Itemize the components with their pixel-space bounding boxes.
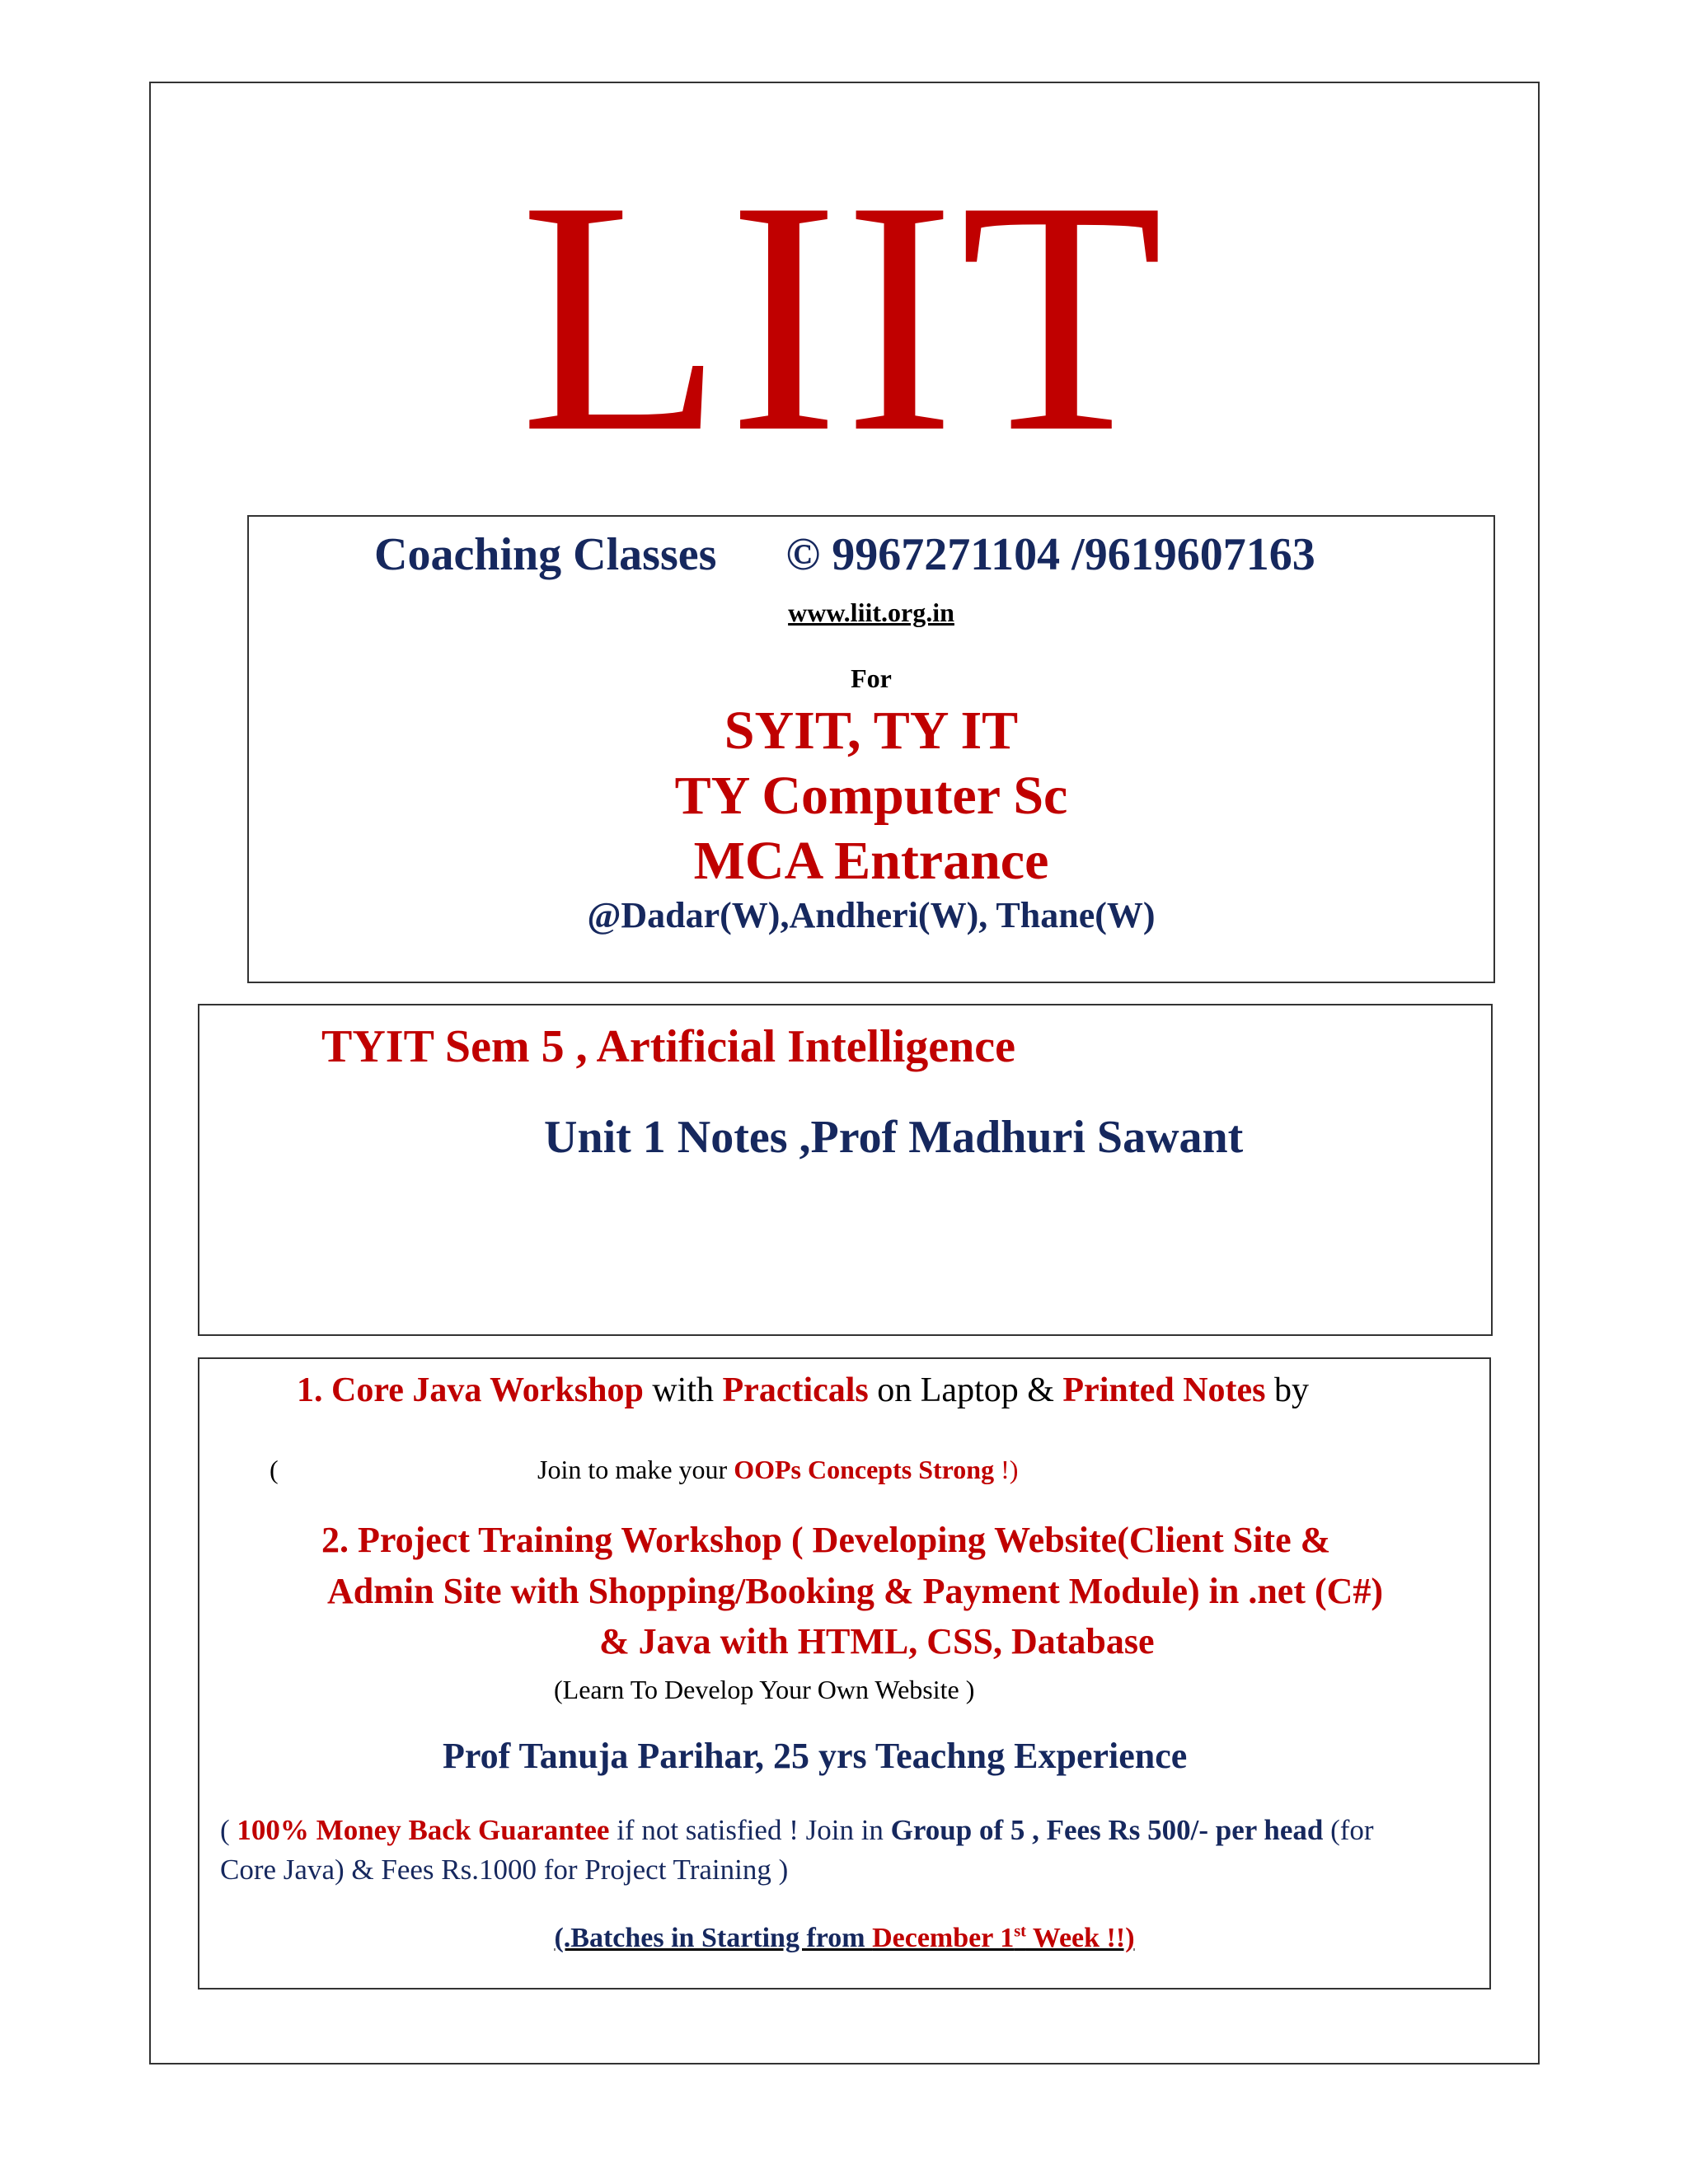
guarantee-line1: ( 100% Money Back Guarantee if not satisfied ! Join in Group of 5 , Fees Rs 500/- per head (for [220, 1814, 1374, 1846]
course-title: TYIT Sem 5 , Artificial Intelligence [321, 1021, 1015, 1072]
coaching-label: Coaching Classes [374, 529, 717, 580]
coaching-info-box [247, 515, 1495, 983]
learn-note: (Learn To Develop Your Own Website ) [554, 1675, 975, 1704]
item-core-java: 1. Core Java Workshop with Practicals on Laptop & Printed Notes by [297, 1371, 1310, 1409]
item-project-line2: Admin Site with Shopping/Booking & Payment Module) in .net (C#) [327, 1571, 1384, 1611]
course-syit-tyit: SYIT, TY IT [724, 701, 1019, 761]
course-mca: MCA Entrance [693, 831, 1049, 891]
join-line: Join to make your OOPs Concepts Strong !) [537, 1455, 1019, 1484]
prof-name: Prof Tanuja Parihar, 25 yrs Teachng Experience [443, 1736, 1188, 1776]
liit-logo: LIIT [519, 133, 1169, 501]
website-link[interactable]: www.liit.org.in [788, 598, 954, 627]
course-title-box [198, 1004, 1493, 1336]
course-ty-cs: TY Computer Sc [674, 766, 1068, 826]
join-paren: ( [270, 1455, 279, 1484]
course-subtitle: Unit 1 Notes ,Prof Madhuri Sawant [544, 1112, 1244, 1163]
item-project-line3: & Java with HTML, CSS, Database [599, 1621, 1155, 1661]
guarantee-line2: Core Java) & Fees Rs.1000 for Project Training ) [220, 1854, 789, 1886]
for-label: For [851, 663, 892, 693]
phone-numbers: © 9967271104 /9619607163 [785, 529, 1315, 580]
locations: @Dadar(W),Andheri(W), Thane(W) [587, 895, 1156, 935]
batches-line: (.Batches in Starting from December 1st Week !!) [554, 1922, 1135, 1953]
workshop-ad-box [198, 1357, 1491, 1990]
item-project-line1: 2. Project Training Workshop ( Developing Website(Client Site & [321, 1520, 1331, 1560]
